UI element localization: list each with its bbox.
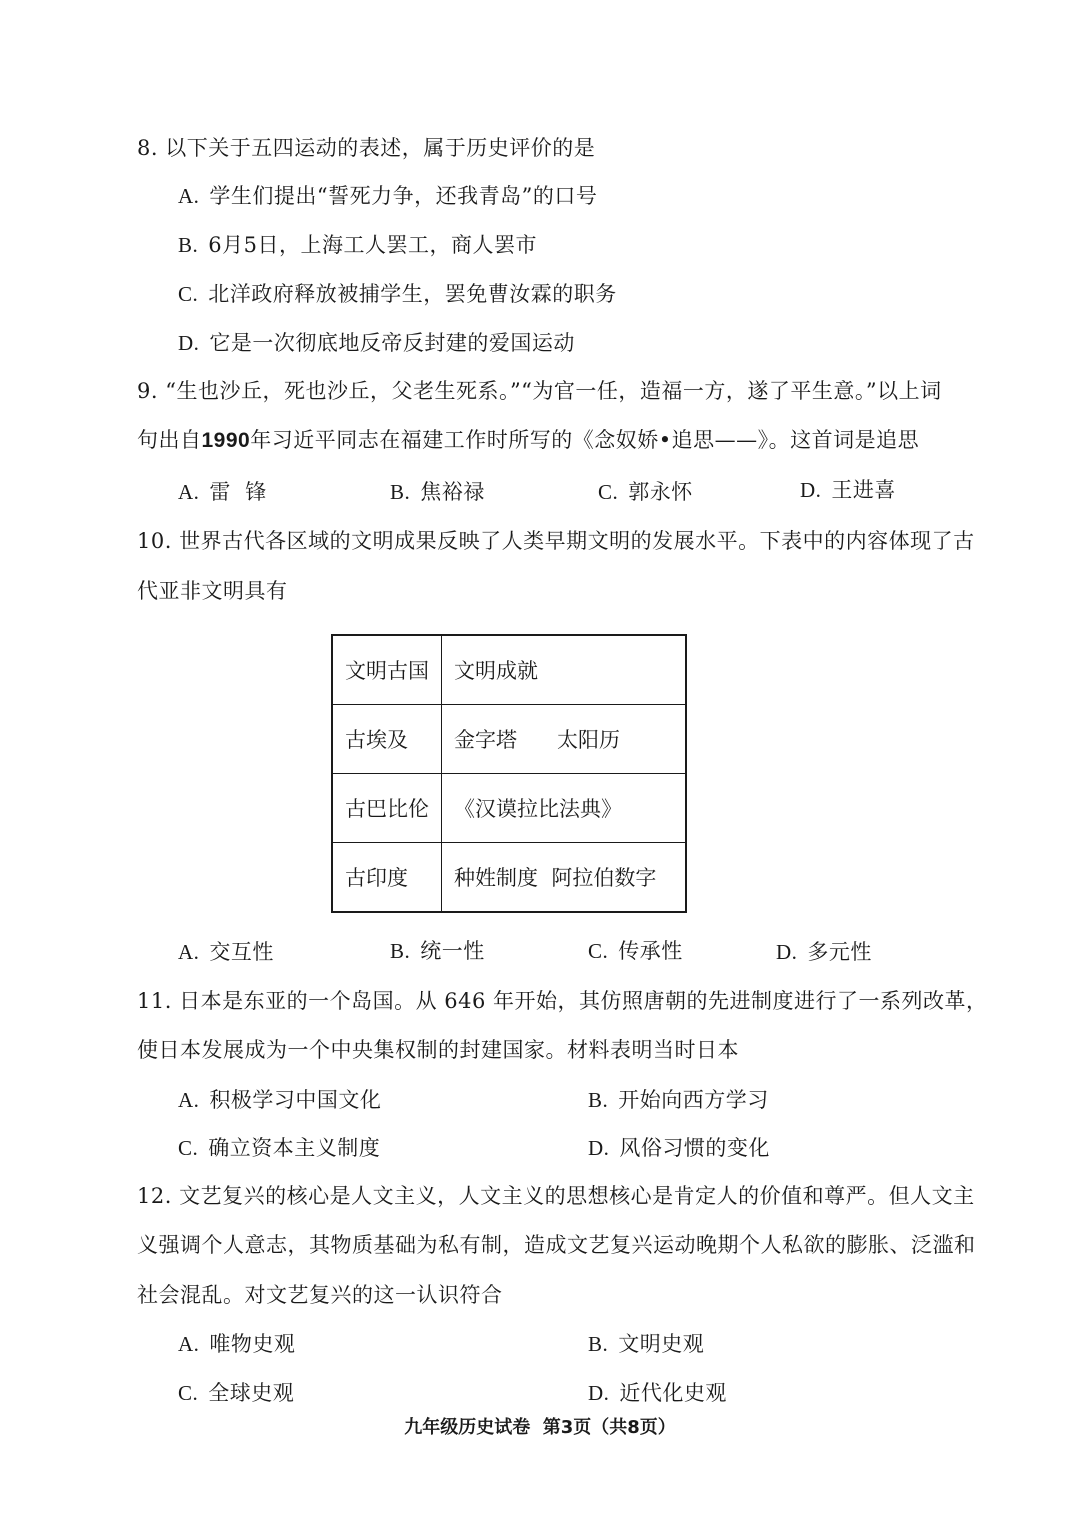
q10-option-a: [178, 937, 274, 967]
option-letter: D.: [800, 478, 822, 502]
option-letter: A.: [178, 1332, 200, 1356]
option-letter: D.: [178, 331, 200, 355]
option-text: 唯物史观: [209, 1332, 296, 1356]
q9-option-d: [800, 475, 896, 505]
q9-stem-pre: 句出自: [137, 428, 202, 452]
option-text: 它是一次彻底地反帝反封建的爱国运动: [209, 331, 575, 355]
option-text: 全球史观: [208, 1381, 295, 1405]
option-text: 确立资本主义制度: [208, 1136, 381, 1160]
q12-option-a: [178, 1329, 295, 1359]
table-cell: 古埃及: [332, 705, 442, 774]
option-text: 近代化史观: [619, 1381, 727, 1405]
table-row: [332, 843, 686, 913]
option-letter: B.: [588, 1332, 609, 1356]
q11-stem-line-2: 使日本发展成为一个中央集权制的封建国家。材料表明当时日本: [137, 1038, 739, 1062]
option-text: 积极学习中国文化: [209, 1088, 382, 1112]
q8-option-a: [178, 181, 597, 211]
table-header-row: [332, 635, 686, 705]
option-letter: C.: [178, 282, 199, 306]
table-row: [332, 705, 686, 774]
q9-option-c: [598, 477, 693, 507]
option-letter: A.: [178, 940, 200, 964]
option-letter: B.: [588, 1088, 609, 1112]
q10-option-b: [390, 936, 485, 966]
option-text: 多元性: [807, 940, 872, 964]
q11-option-d: [588, 1133, 770, 1163]
q12-option-c: [178, 1378, 294, 1408]
option-text: 焦裕禄: [420, 480, 485, 504]
option-text: 传承性: [618, 939, 683, 963]
option-letter: A.: [178, 480, 200, 504]
option-text: 郭永怀: [628, 480, 693, 504]
option-letter: D.: [588, 1381, 610, 1405]
table-row: [332, 774, 686, 843]
q9-option-b: [390, 477, 485, 507]
table-cell: 种姓制度 阿拉伯数字: [442, 843, 687, 913]
q8-stem: 8. 以下关于五四运动的表述，属于历史评价的是: [137, 136, 596, 160]
q11-option-a: [178, 1085, 381, 1115]
q8-option-c: [178, 279, 617, 309]
option-letter: D.: [588, 1136, 610, 1160]
option-letter: D.: [776, 940, 798, 964]
q9-stem-line-1: 9. “生也沙丘，死也沙丘，父老生死系。”“为官一任，造福一方，遂了平生意。”以上词: [137, 379, 942, 403]
q8-option-b: [178, 230, 537, 260]
q8-option-d: [178, 328, 575, 358]
table-cell: 古巴比伦: [332, 774, 442, 843]
q12-stem-line-1: 12. 文艺复兴的核心是人文主义，人文主义的思想核心是肯定人的价值和尊严。但人文主: [137, 1184, 975, 1208]
option-letter: A.: [178, 184, 200, 208]
option-text: 雷 锋: [209, 480, 267, 504]
option-text: 6月5日，上海工人罢工，商人罢市: [208, 233, 537, 257]
option-text: 风俗习惯的变化: [619, 1136, 770, 1160]
option-letter: B.: [178, 233, 199, 257]
q9-year: 1990: [201, 429, 251, 452]
q9-stem-line-2: [137, 425, 919, 456]
q10-stem-line-2: 代亚非文明具有: [137, 579, 288, 603]
page-footer: 九年级历史试卷 第3页（共8页）: [404, 1417, 676, 1438]
option-letter: C.: [598, 480, 619, 504]
q10-stem-line-1: 10. 世界古代各区域的文明成果反映了人类早期文明的发展水平。下表中的内容体现了古: [137, 529, 975, 553]
option-text: 学生们提出“誓死力争，还我青岛”的口号: [209, 184, 598, 208]
table-header-cell: 文明成就: [442, 635, 687, 705]
q11-stem-line-1: 11. 日本是东亚的一个岛国。从 646 年开始，其仿照唐朝的先进制度进行了一系列改革，: [137, 989, 988, 1013]
q10-option-c: [588, 936, 683, 966]
q12-option-d: [588, 1378, 727, 1408]
option-text: 北洋政府释放被捕学生，罢免曹汝霖的职务: [208, 282, 617, 306]
option-text: 王进喜: [831, 478, 896, 502]
option-letter: C.: [588, 939, 609, 963]
q12-option-b: [588, 1329, 704, 1359]
option-letter: A.: [178, 1088, 200, 1112]
q11-option-b: [588, 1085, 769, 1115]
option-letter: B.: [390, 480, 411, 504]
table-cell: 古印度: [332, 843, 442, 913]
option-text: 统一性: [420, 939, 485, 963]
option-letter: B.: [390, 939, 411, 963]
table-header-cell: 文明古国: [332, 635, 442, 705]
q9-stem-post: 年习近平同志在福建工作时所写的《念奴娇•追思——》。这首词是追思: [250, 428, 920, 452]
table-cell: 金字塔 太阳历: [442, 705, 687, 774]
civilization-table: [331, 634, 687, 913]
option-letter: C.: [178, 1136, 199, 1160]
option-letter: C.: [178, 1381, 199, 1405]
q9-option-a: [178, 477, 267, 507]
q11-option-c: [178, 1133, 380, 1163]
table-cell: 《汉谟拉比法典》: [442, 774, 687, 843]
q10-option-d: [776, 937, 872, 967]
q12-stem-line-3: 社会混乱。对文艺复兴的这一认识符合: [137, 1283, 503, 1307]
option-text: 开始向西方学习: [618, 1088, 769, 1112]
q12-stem-line-2: 义强调个人意志，其物质基础为私有制，造成文艺复兴运动晚期个人私欲的膨胀、泛滥和: [137, 1233, 976, 1257]
option-text: 文明史观: [618, 1332, 705, 1356]
option-text: 交互性: [209, 940, 274, 964]
